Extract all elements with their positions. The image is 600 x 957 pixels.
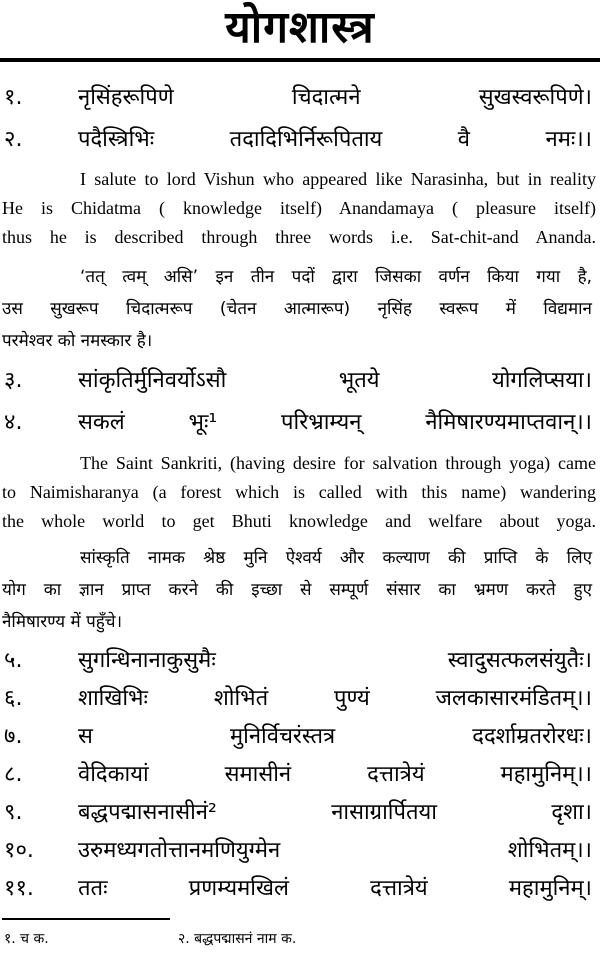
footnote: २. बद्धपद्मासनं नाम क. [178,931,297,947]
verse-number: ५. [4,648,23,673]
verse-text: सांकृतिर्मुनिवर्योऽसौ भूतये योगलिप्सया। [78,368,592,393]
verse-text: वेदिकायां समासीनं दत्तात्रेयं महामुनिम्।। [78,762,592,787]
verse-line [0,869,600,909]
verse-number: २. [4,127,23,152]
hindi-line: योग का ज्ञान प्राप्त करने की इच्छा से सम्पूर्ण संसार का भ्रमण करते हुए [2,580,592,600]
verse-line [0,120,600,160]
verse-number: ९. [4,800,23,825]
verse-text: बद्धपद्मासनासीनं² नासाग्रार्पितया दृशा। [78,800,592,825]
hindi-commentary [2,542,592,638]
footnote: १. च क. [4,931,49,947]
verse-number: ८. [4,762,23,787]
verse-number: १०. [4,838,34,863]
verse-number: १. [4,85,23,110]
hindi-line: नैमिषारण्य में पहुँचे। [2,612,123,632]
verse-text: सुगन्धिनानाकुसुमैः स्वादुसत्फलसंयुतैः। [78,648,592,673]
verse-line [0,361,600,401]
verse-text: नृसिंहरूपिणे चिदात्मने सुखस्वरूपिणे। [78,85,592,110]
english-line: thus he is described through three words i.e. Sat-chit-and Ananda. [2,227,596,247]
english-translation [2,165,596,252]
hindi-line: सांस्कृति नामक श्रेष्ठ मुनि ऐश्वर्य और कल्याण की प्राप्ति के लिए [80,548,592,568]
verse-line [0,78,600,118]
verse-number: ६. [4,686,23,711]
english-line: the whole world to get Bhuti knowledge and welfare about yoga. [2,511,596,531]
hindi-commentary [2,261,592,357]
verse-text: उरुमध्यगतोत्तानमणियुग्मेन शोभितम्।। [78,838,592,863]
english-line: The Saint Sankriti, (having desire for salvation through yoga) came [80,453,596,473]
verse-line [0,793,600,833]
verse-number: ७. [4,724,23,749]
verse-line [0,679,600,719]
verse-line [0,641,600,681]
verse-text: शाखिभिः शोभितं पुण्यं जलकासारमंडितम्।। [78,686,592,711]
hindi-line: ‘तत् त्वम् असि’ इन तीन पदों द्वारा जिसका वर्णन किया गया है, [80,267,592,287]
verse-line [0,717,600,757]
english-translation [2,449,596,536]
verse-text: सकलं भूः¹ परिभ्राम्यन् नैमिषारण्यमाप्तवान्।। [78,410,592,435]
verse-line [0,831,600,871]
verse-line [0,403,600,443]
english-line: to Naimisharanya (a forest which is called with this name) wandering [2,482,596,502]
page-title: योगशास्त्र [225,2,375,53]
verse-text: पदैस्त्रिभिः तदादिभिर्निरूपिताय वै नमः।। [78,127,592,152]
verse-line [0,755,600,795]
verse-number: ११. [4,876,34,901]
english-line: He is Chidatma ( knowledge itself) Anandamaya ( pleasure itself) [2,198,596,218]
verse-number: ४. [4,410,23,435]
footnote-rule [2,918,170,920]
english-line: I salute to lord Vishun who appeared like Narasinha, but in reality [80,169,596,189]
verse-text: स मुनिर्विचरंस्तत्र ददर्शाम्रतरोरधः। [78,724,592,749]
verse-text: ततः प्रणम्यमखिलं दत्तात्रेयं महामुनिम्। [78,876,592,901]
footnotes [0,926,600,952]
hindi-line: उस सुखरूप चिदात्मरूप (चेतन आत्मारूप) नृसिंह स्वरूप में विद्यमान [2,299,592,319]
hindi-line: परमेश्वर को नमस्कार है। [2,331,153,351]
title-rule [0,58,600,62]
verse-number: ३. [4,368,23,393]
